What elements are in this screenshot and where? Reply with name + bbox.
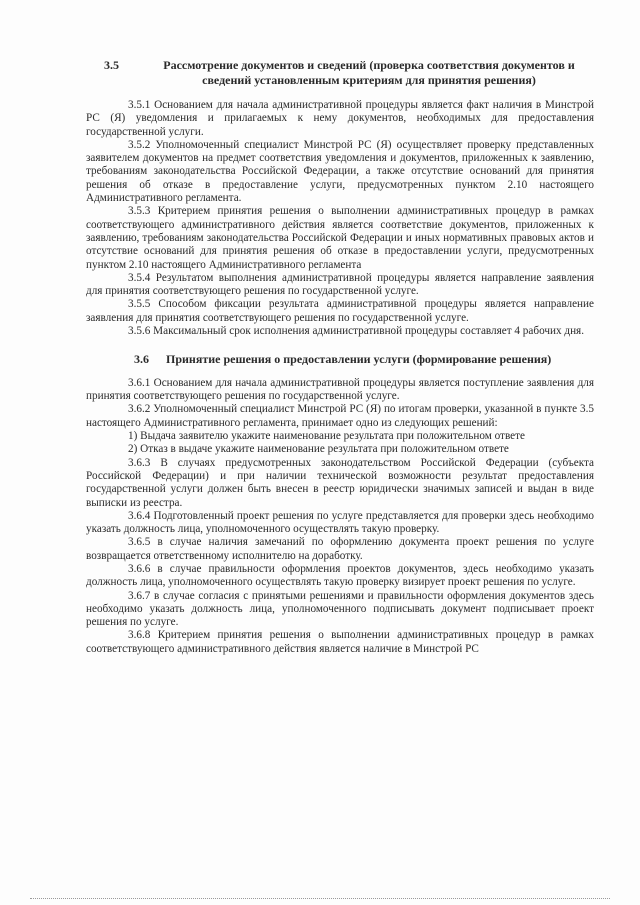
section-title: Рассмотрение документов и сведений (проверка соответствия документов и сведений установленным критериям для принятия решения) [163, 58, 575, 87]
paragraph-3-6-6: 3.6.6 в случае правильности оформления проектов документов, здесь необходимо указать должность лица, уполномоченного осуществлять такую проверку визирует проект решения по услуге. [86, 563, 594, 589]
page-bottom-divider [30, 898, 610, 899]
paragraph-3-6-2: 3.6.2 Уполномоченный специалист Минстрой РС (Я) по итогам проверки, указанной в пункте 3.5 настоящего Административного регламента, принимает одно из следующих решений: [86, 403, 594, 429]
paragraph-3-6-5: 3.6.5 в случае наличия замечаний по оформлению документа проект решения по услуге возвращается ответственному исполнителю на доработку. [86, 536, 594, 562]
paragraph-3-5-5: 3.5.5 Способом фиксации результата административной процедуры является направление заявления для принятия соответствующего решения по государственной услуге. [86, 298, 594, 324]
section-title: Принятие решения о предоставлении услуги (формирование решения) [166, 352, 552, 367]
paragraph-3-6-8: 3.6.8 Критерием принятия решения о выполнении административных процедур в рамках соответствующего административного действия является наличие в Минстрой РС [86, 629, 594, 655]
paragraph-3-6-3: 3.6.3 В случаях предусмотренных законодательством Российской Федерации (субъекта Российской Федерации) и при наличии технической возможности результат предоставления государственной услуги должен быть внесен в реестр юридически значимых записей и выдан в виде выписки из реестра. [86, 456, 594, 509]
paragraph-3-5-1: 3.5.1 Основанием для начала административной процедуры является факт наличия в Минстрой РС (Я) уведомления и прилагаемых к нему документов, необходимых для предоставления государственной услуги. [86, 99, 594, 138]
section-number: 3.5 [104, 58, 119, 72]
paragraph-3-6-4: 3.6.4 Подготовленный проект решения по услуге представляется для проверки здесь необходимо указать должность лица, уполномоченного осуществлять такую проверку. [86, 509, 594, 536]
section-number: 3.6 [134, 352, 149, 367]
section-heading-3-6 [134, 352, 594, 367]
paragraph-3-6-7: 3.6.7 в случае согласия с принятыми решениями и правильности оформления документов здесь необходимо указать должность лица, уполномоченного подписывать документ подписывает проект решения по услуге. [86, 589, 594, 629]
section-heading-3-5 [104, 58, 594, 87]
document-content [86, 58, 594, 656]
decision-option-1: 1) Выдача заявителю укажите наименование результата при положительном ответе [128, 430, 525, 443]
decision-option-2: 2) Отказ в выдаче укажите наименование результата при положительном ответе [128, 443, 509, 456]
paragraph-3-5-4: 3.5.4 Результатом выполнения административной процедуры является направление заявления для принятия соответствующего решения по государственной услуге. [86, 271, 594, 298]
paragraph-3-5-3: 3.5.3 Критерием принятия решения о выполнении административных процедур в рамках соответствующего административного действия является соответствие документов, приложенных к заявлению, требованиям законодательства Российской Федерации и иных нормативных правовых актов и отсутствие оснований для принятия решения об отказе в предоставлении услуги, предусмотренных пунктом 2.10 настоящего Административного регламента [86, 205, 594, 271]
paragraph-3-5-2: 3.5.2 Уполномоченный специалист Минстрой РС (Я) осуществляет проверку представленных заявителем документов на предмет соответствия уведомления и документов, приложенных к заявлению, требованиям законодательства Российской Федерации, а также отсутствие оснований для принятия решения об отказе в предоставление услуги, предусмотренных пунктом 2.10 настоящего Административного регламента. [86, 138, 594, 205]
paragraph-3-6-1: 3.6.1 Основанием для начала административной процедуры является поступление заявления для принятия соответствующего решения по государственной услуге. [86, 376, 594, 403]
paragraph-3-5-6: 3.5.6 Максимальный срок исполнения административной процедуры составляет 4 рабочих дня. [128, 325, 584, 338]
